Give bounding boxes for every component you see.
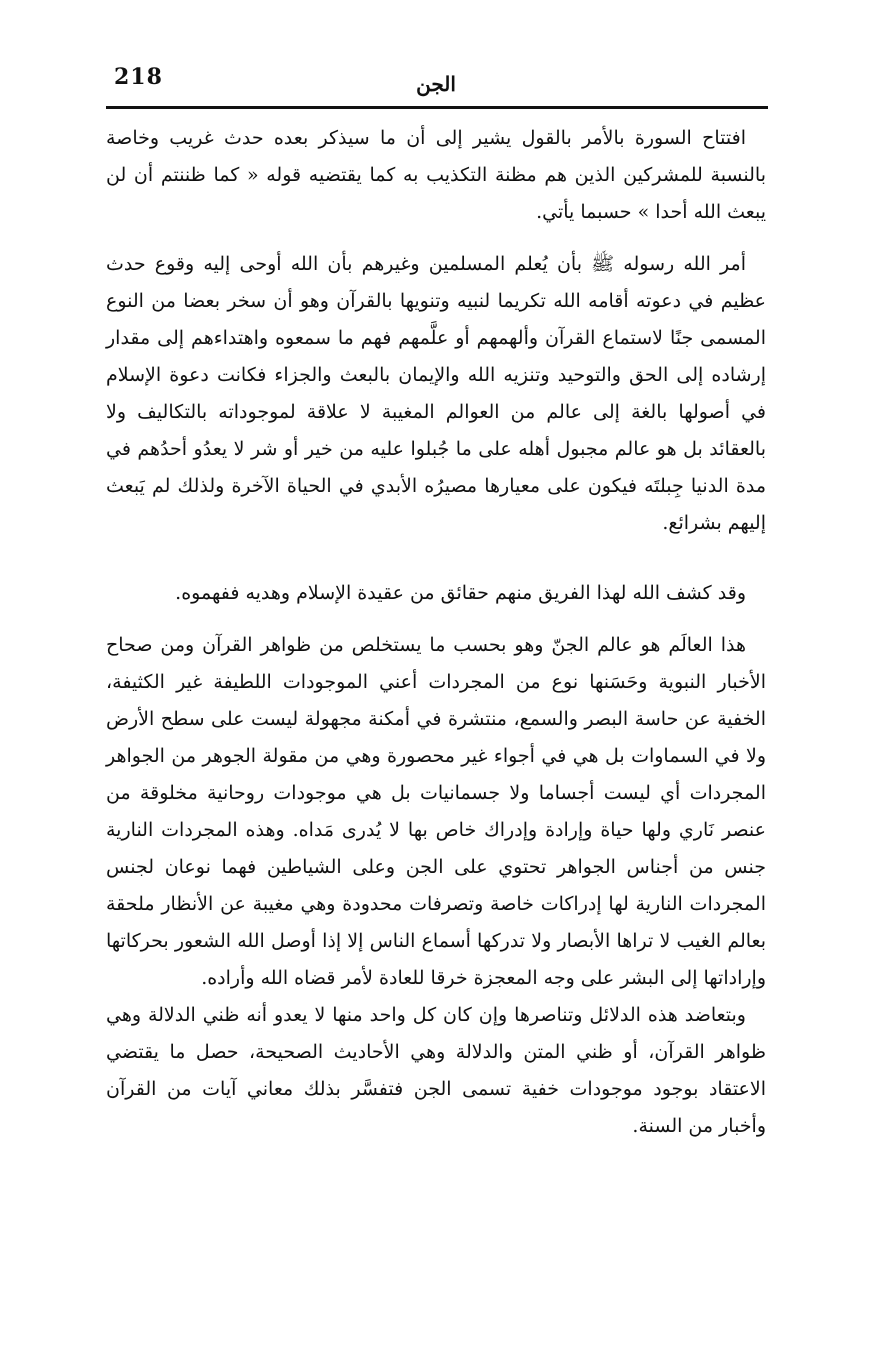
- header-rule: [106, 106, 768, 109]
- running-title: الجن: [416, 72, 456, 96]
- paragraph-5: وبتعاضد هذه الدلائل وتناصرها وإن كان كل واحد منها لا يعدو أنه ظني الدلالة وهي ظواهر القرآن، أو ظني المتن والدلالة وهي الأحاديث الصحيحة، حصل ما يقتضي الاعتقاد بوجود موجودات خفية تسمى الجن فتفسَّر بذلك معاني آيات من القرآن وأخبار من السنة.: [106, 1004, 766, 1137]
- page-number: 218: [114, 64, 163, 90]
- paragraph-2: أمر الله رسوله ﷺ بأن يُعلم المسلمين وغيرهم بأن الله أوحى إليه وقوع حدث عظيم في دعوته أقامه الله تكريما لنبيه وتنويها بالقرآن وهو أن سخر بعضا من النوع المسمى جنًا لاستماع القرآن وألهمهم أو علَّمهم فهم ما سمعوه واهتداءهم إلى مقدار إرشاده إلى الحق والتوحيد وتنزيه الله والإيمان بالبعث والجزاء فكانت دعوة الإسلام في أصولها بالغة إلى عالم من العوالم المغيبة لا علاقة لموجوداته بالتكاليف ولا بالعقائد بل هو عالم مجبول أهله على ما جُبلوا عليه من خير أو شر لا يعدُو أحدُهم في مدة الدنيا جِبلتَه فيكون على معيارها مصيرُه الأبدي في الحياة الآخرة ولذلك لم يَبعث إليهم بشرائع.: [106, 253, 766, 534]
- paragraph-1: افتتاح السورة بالأمر بالقول يشير إلى أن ما سيذكر بعده حدث غريب وخاصة بالنسبة للمشركين الذين هم مظنة التكذيب به كما يقتضيه قوله « كما ظننتم أن لن يبعث الله أحدا » حسبما يأتي.: [106, 127, 766, 223]
- body-text: [106, 120, 766, 1145]
- paragraph-3: وقد كشف الله لهذا الفريق منهم حقائق من عقيدة الإسلام وهديه ففهموه.: [175, 582, 746, 604]
- paragraph-4: هذا العالَم هو عالم الجنّ وهو بحسب ما يستخلص من ظواهر القرآن ومن صحاح الأخبار النبوية وحَسَنها نوع من المجردات أعني الموجودات اللطيفة غير الكثيفة، الخفية عن حاسة البصر والسمع، منتشرة في أمكنة مجهولة ليست على سطح الأرض ولا في السماوات بل هي في أجواء غير محصورة وهي من مقولة الجوهر من الجواهر المجردات أي ليست أجساما ولا جسمانيات بل هي موجودات روحانية مخلوقة من عنصر نَاري ولها حياة وإرادة وإدراك خاص بها لا يُدرى مَداه. وهذه المجردات النارية جنس من أجناس الجواهر تحتوي على الجن وعلى الشياطين فهما نوعان لجنس المجردات النارية لها إدراكات خاصة وتصرفات محدودة وهي مغيبة عن الأنظار ملحقة بعالم الغيب لا تراها الأبصار ولا تدركها أسماع الناس إلا إذا أوصل الله الشعور بحركاتها وإراداتها إلى البشر على وجه المعجزة خرقا للعادة لأمر قضاه الله وأراده.: [106, 634, 766, 989]
- page-header: [106, 60, 766, 104]
